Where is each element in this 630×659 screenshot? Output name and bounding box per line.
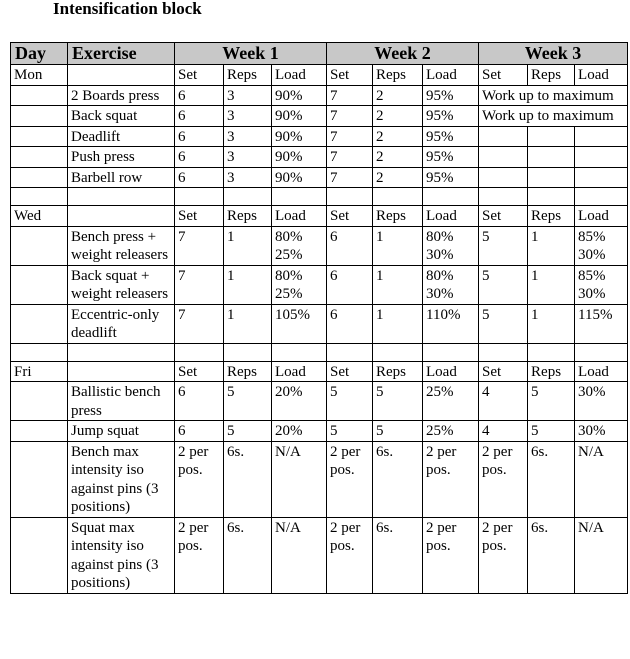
load-cell: 95% (423, 147, 479, 168)
sub-column-header: Set (479, 65, 528, 86)
reps-cell: 1 (528, 265, 575, 304)
day-row (11, 206, 628, 227)
load-cell: 95% (423, 167, 479, 188)
spacer-cell (423, 188, 479, 206)
spacer-cell (68, 343, 175, 361)
sub-column-header: Set (175, 65, 224, 86)
load-cell: 115% (575, 304, 628, 343)
set-cell (479, 167, 528, 188)
exercise-cell-empty (68, 361, 175, 382)
set-cell: 2 per pos. (327, 517, 373, 593)
reps-cell: 2 (373, 85, 423, 106)
reps-cell: 1 (373, 304, 423, 343)
load-cell: 90% (272, 147, 327, 168)
reps-cell: 6s. (224, 517, 272, 593)
set-cell (479, 147, 528, 168)
exercise-cell-empty (68, 206, 175, 227)
day-label: Mon (11, 65, 68, 86)
load-cell: 20% (272, 421, 327, 442)
sub-column-header: Reps (528, 361, 575, 382)
load-cell (575, 167, 628, 188)
day-cell (11, 226, 68, 265)
set-cell: 2 per pos. (175, 517, 224, 593)
day-cell (11, 167, 68, 188)
table-row (11, 304, 628, 343)
reps-cell: 3 (224, 85, 272, 106)
week-3-header: Week 3 (479, 43, 628, 65)
reps-cell: 1 (224, 226, 272, 265)
exercise-header: Exercise (68, 43, 175, 65)
set-cell: 6 (175, 106, 224, 127)
day-header: Day (11, 43, 68, 65)
set-cell: 7 (175, 265, 224, 304)
load-cell: 90% (272, 167, 327, 188)
reps-cell: 6s. (528, 517, 575, 593)
load-cell: 25% (423, 382, 479, 421)
sub-column-header: Load (423, 361, 479, 382)
exercise-name: Jump squat (68, 421, 175, 442)
spacer-cell (11, 188, 68, 206)
sub-column-header: Reps (224, 361, 272, 382)
table-row (11, 126, 628, 147)
load-cell: N/A (575, 517, 628, 593)
spacer-cell (11, 343, 68, 361)
exercise-name: 2 Boards press (68, 85, 175, 106)
sub-column-header: Load (575, 361, 628, 382)
load-cell: 30% (575, 421, 628, 442)
set-cell: 6 (175, 382, 224, 421)
load-cell: 25% (423, 421, 479, 442)
reps-cell: 5 (224, 382, 272, 421)
load-cell: 30% (575, 382, 628, 421)
reps-cell (528, 126, 575, 147)
exercise-name: Deadlift (68, 126, 175, 147)
reps-cell: 5 (373, 421, 423, 442)
exercise-name: Squat max intensity iso against pins (3 positions) (68, 517, 175, 593)
sub-column-header: Reps (528, 206, 575, 227)
table-row (11, 167, 628, 188)
block-title: Intensification block (53, 0, 202, 18)
set-cell: 6 (327, 265, 373, 304)
day-row (11, 65, 628, 86)
sub-column-header: Load (272, 206, 327, 227)
reps-cell (528, 167, 575, 188)
load-cell: 110% (423, 304, 479, 343)
reps-cell: 3 (224, 106, 272, 127)
set-cell: 6 (327, 226, 373, 265)
reps-cell: 3 (224, 147, 272, 168)
exercise-name: Back squat + weight releasers (68, 265, 175, 304)
spacer-cell (479, 188, 528, 206)
table-row (11, 441, 628, 517)
spacer-cell (423, 343, 479, 361)
spacer-row (11, 188, 628, 206)
day-cell (11, 147, 68, 168)
set-cell: 5 (479, 226, 528, 265)
spacer-cell (175, 343, 224, 361)
sub-column-header: Load (272, 65, 327, 86)
table-row (11, 85, 628, 106)
spacer-cell (175, 188, 224, 206)
set-cell: 4 (479, 382, 528, 421)
set-cell: 6 (175, 147, 224, 168)
reps-cell: 6s. (528, 441, 575, 517)
reps-cell: 6s. (373, 441, 423, 517)
training-table (10, 42, 628, 594)
exercise-cell-empty (68, 65, 175, 86)
table-row (11, 147, 628, 168)
load-cell: N/A (272, 517, 327, 593)
set-cell: 7 (175, 304, 224, 343)
set-cell: 2 per pos. (327, 441, 373, 517)
load-cell: 85% 30% (575, 226, 628, 265)
spacer-cell (224, 188, 272, 206)
exercise-name: Bench max intensity iso against pins (3 positions) (68, 441, 175, 517)
load-cell: 105% (272, 304, 327, 343)
sub-column-header: Reps (528, 65, 575, 86)
reps-cell: 5 (528, 421, 575, 442)
reps-cell (528, 147, 575, 168)
day-cell (11, 126, 68, 147)
set-cell: 7 (327, 147, 373, 168)
reps-cell: 1 (224, 265, 272, 304)
reps-cell: 2 (373, 106, 423, 127)
exercise-name: Back squat (68, 106, 175, 127)
sub-column-header: Reps (224, 206, 272, 227)
load-cell: 85% 30% (575, 265, 628, 304)
reps-cell: 6s. (373, 517, 423, 593)
reps-cell: 3 (224, 167, 272, 188)
set-cell: 6 (327, 304, 373, 343)
sub-column-header: Load (423, 206, 479, 227)
set-cell: 7 (327, 106, 373, 127)
reps-cell: 1 (528, 226, 575, 265)
exercise-name: Ballistic bench press (68, 382, 175, 421)
set-cell: 6 (175, 421, 224, 442)
load-cell: 95% (423, 126, 479, 147)
load-cell: 90% (272, 85, 327, 106)
load-cell: 95% (423, 85, 479, 106)
sub-column-header: Set (479, 206, 528, 227)
week-note: Work up to maximum (479, 85, 628, 106)
load-cell: 95% (423, 106, 479, 127)
set-cell: 7 (175, 226, 224, 265)
sub-column-header: Reps (373, 206, 423, 227)
week-2-header: Week 2 (327, 43, 479, 65)
load-cell: 80% 25% (272, 226, 327, 265)
sub-column-header: Load (423, 65, 479, 86)
exercise-name: Bench press + weight releasers (68, 226, 175, 265)
week-1-header: Week 1 (175, 43, 327, 65)
load-cell (575, 126, 628, 147)
spacer-cell (373, 188, 423, 206)
reps-cell: 1 (528, 304, 575, 343)
reps-cell: 1 (373, 265, 423, 304)
load-cell: 80% 25% (272, 265, 327, 304)
spacer-cell (224, 343, 272, 361)
set-cell: 6 (175, 85, 224, 106)
spacer-row (11, 343, 628, 361)
day-cell (11, 421, 68, 442)
set-cell: 5 (479, 304, 528, 343)
exercise-name: Barbell row (68, 167, 175, 188)
table-row (11, 382, 628, 421)
table-row (11, 517, 628, 593)
exercise-name: Push press (68, 147, 175, 168)
day-cell (11, 382, 68, 421)
sub-column-header: Reps (373, 361, 423, 382)
day-cell (11, 85, 68, 106)
spacer-cell (373, 343, 423, 361)
sub-column-header: Reps (224, 65, 272, 86)
set-cell (479, 126, 528, 147)
sub-column-header: Reps (373, 65, 423, 86)
table-row (11, 421, 628, 442)
set-cell: 6 (175, 167, 224, 188)
reps-cell: 2 (373, 147, 423, 168)
set-cell: 7 (327, 85, 373, 106)
set-cell: 4 (479, 421, 528, 442)
spacer-cell (327, 343, 373, 361)
reps-cell: 2 (373, 167, 423, 188)
load-cell: 80% 30% (423, 226, 479, 265)
table-row (11, 265, 628, 304)
day-cell (11, 304, 68, 343)
day-cell (11, 441, 68, 517)
header-row (11, 43, 628, 65)
reps-cell: 6s. (224, 441, 272, 517)
week-note: Work up to maximum (479, 106, 628, 127)
day-cell (11, 106, 68, 127)
spacer-cell (272, 188, 327, 206)
load-cell: 20% (272, 382, 327, 421)
sub-column-header: Load (575, 206, 628, 227)
sub-column-header: Set (327, 361, 373, 382)
day-label: Fri (11, 361, 68, 382)
spacer-cell (327, 188, 373, 206)
spacer-cell (528, 343, 575, 361)
set-cell: 2 per pos. (479, 517, 528, 593)
sub-column-header: Load (272, 361, 327, 382)
sub-column-header: Set (479, 361, 528, 382)
set-cell: 5 (479, 265, 528, 304)
load-cell: 80% 30% (423, 265, 479, 304)
spacer-cell (575, 188, 628, 206)
set-cell: 2 per pos. (479, 441, 528, 517)
load-cell: 2 per pos. (423, 517, 479, 593)
set-cell: 5 (327, 382, 373, 421)
reps-cell: 2 (373, 126, 423, 147)
day-cell (11, 517, 68, 593)
set-cell: 6 (175, 126, 224, 147)
reps-cell: 1 (373, 226, 423, 265)
load-cell: 2 per pos. (423, 441, 479, 517)
spacer-cell (68, 188, 175, 206)
reps-cell: 5 (224, 421, 272, 442)
reps-cell: 5 (528, 382, 575, 421)
load-cell: 90% (272, 106, 327, 127)
set-cell: 7 (327, 126, 373, 147)
table-row (11, 226, 628, 265)
table-row (11, 106, 628, 127)
set-cell: 5 (327, 421, 373, 442)
spacer-cell (479, 343, 528, 361)
reps-cell: 1 (224, 304, 272, 343)
load-cell: N/A (575, 441, 628, 517)
sub-column-header: Set (327, 65, 373, 86)
exercise-name: Eccentric-only deadlift (68, 304, 175, 343)
day-label: Wed (11, 206, 68, 227)
load-cell: N/A (272, 441, 327, 517)
table-body (11, 65, 628, 594)
sub-column-header: Set (175, 206, 224, 227)
set-cell: 7 (327, 167, 373, 188)
day-cell (11, 265, 68, 304)
load-cell (575, 147, 628, 168)
sub-column-header: Set (175, 361, 224, 382)
sub-column-header: Load (575, 65, 628, 86)
day-row (11, 361, 628, 382)
load-cell: 90% (272, 126, 327, 147)
spacer-cell (272, 343, 327, 361)
spacer-cell (575, 343, 628, 361)
set-cell: 2 per pos. (175, 441, 224, 517)
reps-cell: 3 (224, 126, 272, 147)
spacer-cell (528, 188, 575, 206)
reps-cell: 5 (373, 382, 423, 421)
sub-column-header: Set (327, 206, 373, 227)
